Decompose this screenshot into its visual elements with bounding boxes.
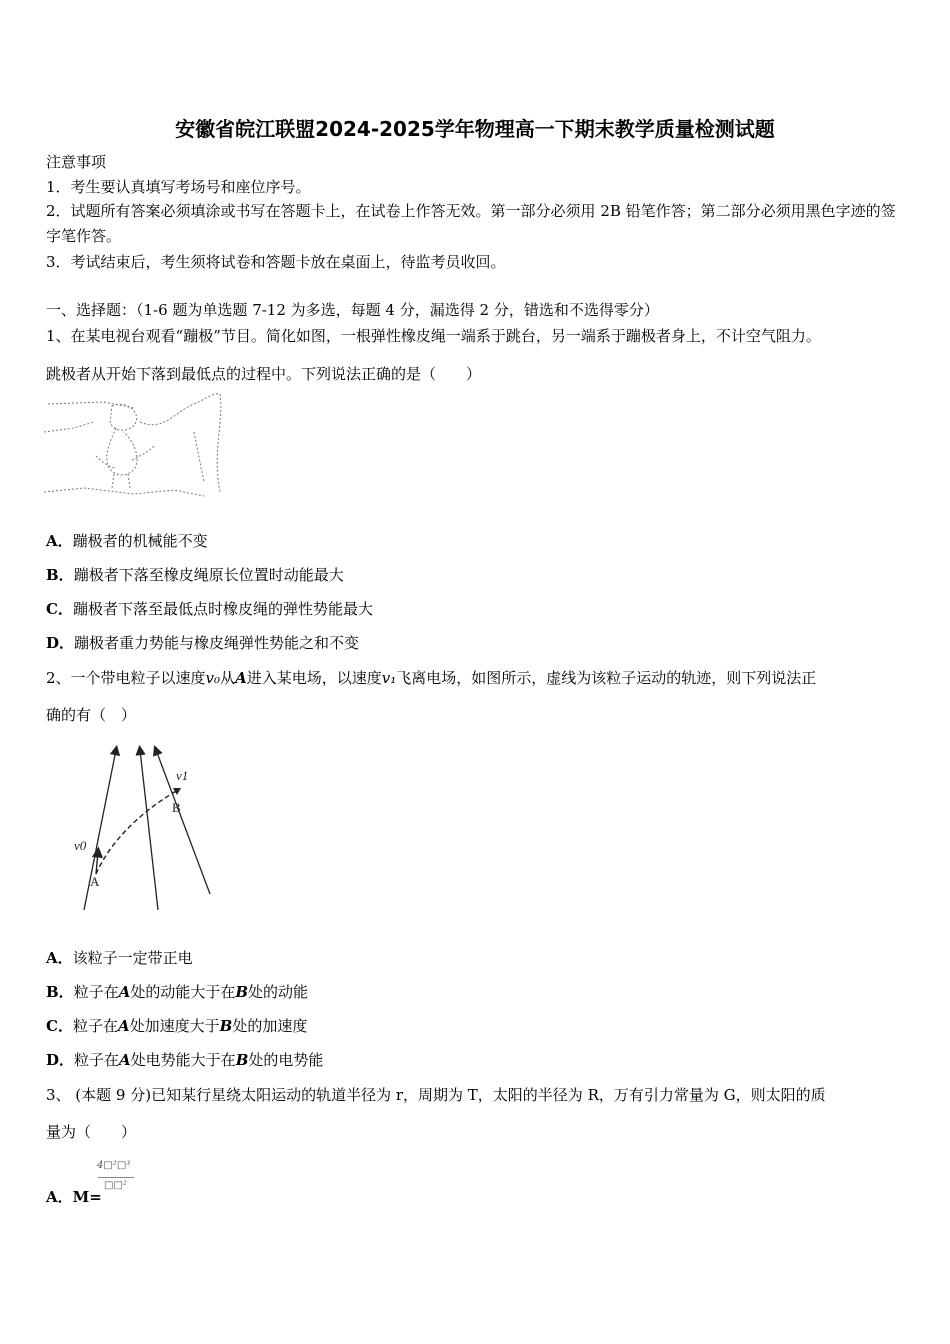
q3-option-a: A．M= — [46, 1188, 102, 1206]
q2-stem-line2: 确的有（ ） — [46, 706, 137, 724]
q2-stem-line1: 2、一个带电粒子以速度v₀从A进入某电场，以速度v₁飞离电场，如图所示，虚线为该粒子运动的轨迹，则下列说法正 — [46, 669, 817, 687]
formula-numerator: 4□²□³ — [97, 1160, 131, 1171]
bungee-figure — [44, 392, 234, 502]
page-title: 安徽省皖江联盟2024-2025学年物理高一下期末教学质量检测试题 — [175, 117, 775, 141]
formula-bar — [98, 1177, 134, 1178]
label-v1: v1 — [176, 768, 189, 783]
notice-item-3: 3．考试结束后，考生须将试卷和答题卡放在桌面上，待监考员收回。 — [46, 253, 506, 271]
section-heading: 一、选择题：（1-6 题为单选题 7-12 为多选，每题 4 分，漏选得 2 分，错选和不选得零分） — [46, 301, 659, 319]
particle-trajectory — [96, 790, 178, 874]
label-v0: v0 — [74, 838, 87, 853]
q1-stem-line1: 1、在某电视台观看“蹦极”节目。简化如图，一根弹性橡皮绳一端系于跳台，另一端系于蹦极者身上，不计空气阻力。 — [46, 327, 821, 345]
q1-option-c: C．蹦极者下落至最低点时橡皮绳的弹性势能最大 — [46, 600, 373, 618]
notice-item-2: 2．试题所有答案必须填涂或书写在答题卡上，在试卷上作答无效。第一部分必须用 2B 铅笔作答；第二部分必须用黑色字迹的签字笔作答。 — [46, 202, 896, 245]
notice-heading: 注意事项 — [46, 153, 107, 171]
label-a: A — [90, 874, 100, 889]
field-line — [140, 750, 158, 910]
q1-option-d: D．蹦极者重力势能与橡皮绳弹性势能之和不变 — [46, 634, 360, 652]
notice-item-1: 1．考生要认真填写考场号和座位序号。 — [46, 178, 311, 196]
q1-option-a: A．蹦极者的机械能不变 — [46, 532, 208, 550]
q2-option-a: A．该粒子一定带正电 — [46, 949, 193, 967]
q1-stem-line2: 跳极者从开始下落到最低点的过程中。下列说法正确的是（ ） — [46, 365, 482, 383]
q3-stem-line1: 3、 (本题 9 分)已知某行星绕太阳运动的轨道半径为 r，周期为 T，太阳的半径为 R，万有引力常量为 G，则太阳的质 — [46, 1086, 826, 1104]
electric-field-figure — [70, 742, 220, 917]
q2-option-c: C．粒子在A处加速度大于B处的加速度 — [46, 1017, 308, 1035]
q1-option-b: B．蹦极者下落至橡皮绳原长位置时动能最大 — [46, 566, 344, 584]
q2-option-d: D．粒子在A处电势能大于在B处的电势能 — [46, 1051, 324, 1069]
q3-stem-line2: 量为（ ） — [46, 1123, 137, 1141]
field-line — [84, 750, 116, 910]
formula-denominator: □□² — [104, 1180, 127, 1191]
label-b: B — [172, 800, 181, 815]
q2-option-b: B．粒子在A处的动能大于在B处的动能 — [46, 983, 309, 1001]
